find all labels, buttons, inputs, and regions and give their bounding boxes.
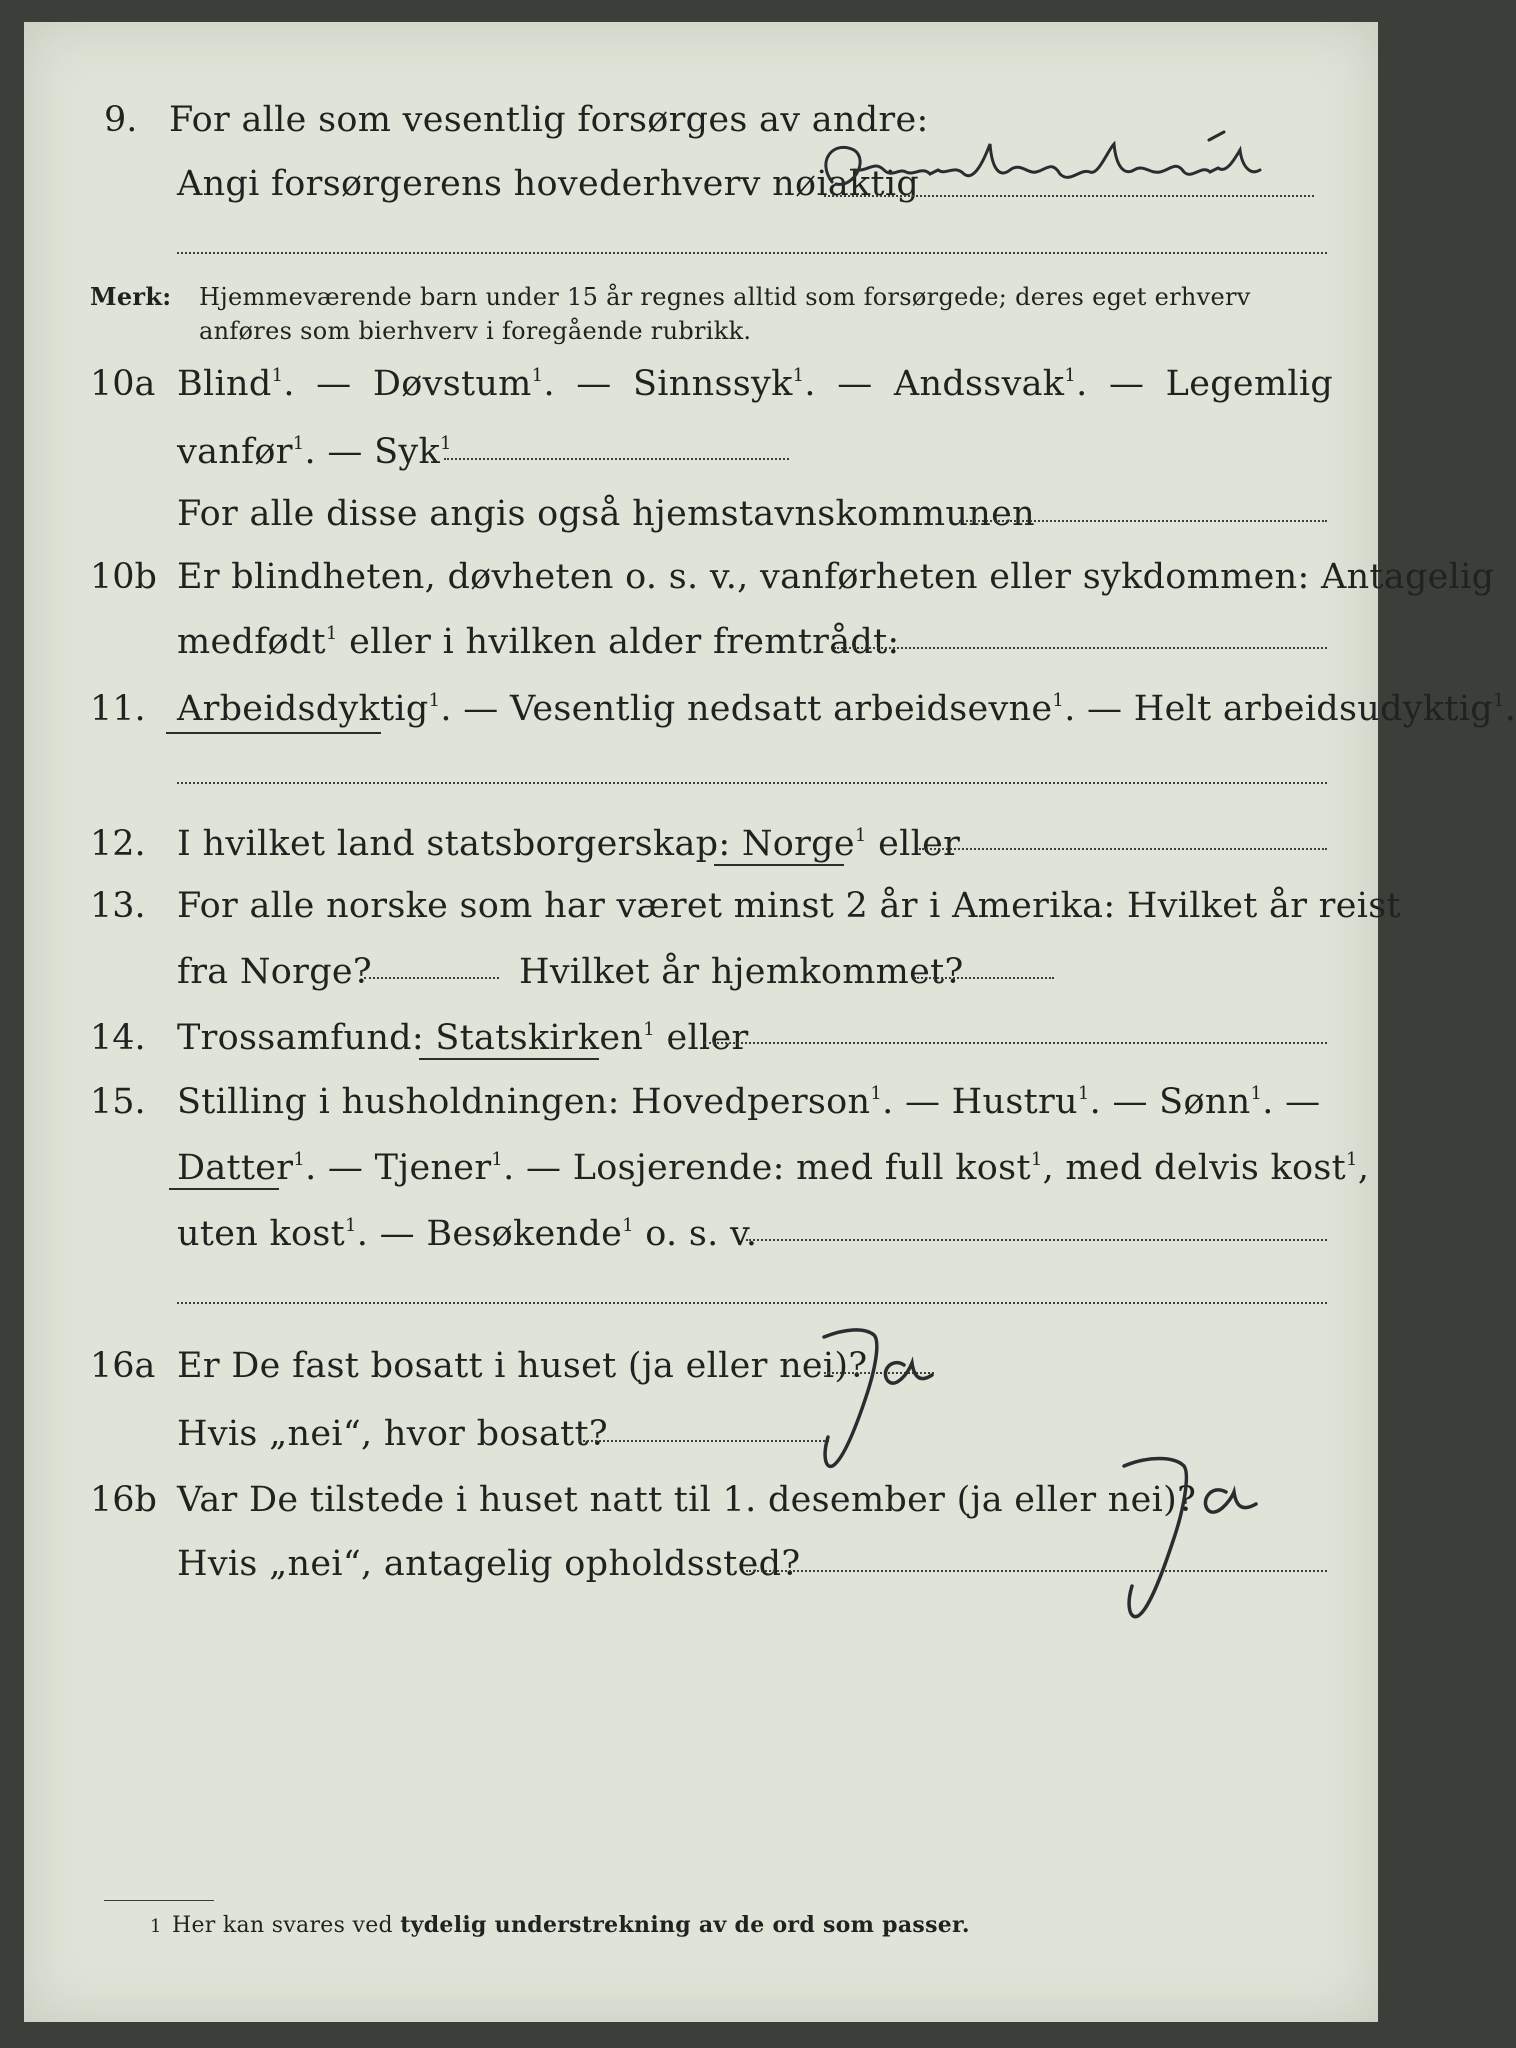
q10b-line2: medfødt$^1$ eller i hvilken alder fremtrådt: [177, 622, 900, 662]
q10b-answer-line [834, 647, 1327, 649]
q10b-line1: Er blindheten, døvheten o. s. v., vanførheten eller sykdommen: Antagelig [177, 557, 1495, 597]
q15-extra-line [177, 1302, 1327, 1304]
q9-line2: Angi forsørgerens hovederhverv nøiaktig [177, 164, 920, 204]
q16a-handwritten-ja [784, 1307, 964, 1477]
q15-line3: uten kost$^1$. — Besøkende$^1$ o. s. v. [177, 1214, 758, 1254]
q10b-number: 10b [90, 557, 157, 597]
q16a-answer-text: Ja [934, 1377, 935, 1378]
merk-line1: Hjemmeværende barn under 15 år regnes alltid som forsørgede; deres eget erhverv [199, 283, 1251, 311]
q12-line: I hvilket land statsborgerskap: Norge$^1$ eller [177, 824, 961, 864]
q10a-kommune-line [959, 520, 1327, 522]
census-form-page [24, 22, 1516, 2022]
q10a-line3: For alle disse angis også hjemstavnskommunen [177, 494, 1035, 534]
q9-extra-line [177, 252, 1327, 254]
q16b-line2: Hvis „nei“, antagelig opholdssted? [177, 1544, 801, 1584]
footnote-mark: 1 [150, 1916, 162, 1937]
q14-line: Trossamfund: Statskirken$^1$ eller [177, 1018, 749, 1058]
footnote-text: Her kan svares ved tydelig understrekning av de ord som passer. [172, 1912, 970, 1938]
q10a-syk-line [444, 458, 789, 460]
q14-number: 14. [90, 1018, 146, 1058]
q11-line: Arbeidsdyktig$^1$. — Vesentlig nedsatt arbeidsevne$^1$. — Helt arbeidsudyktig$^1$. [177, 689, 1516, 729]
q13-hjem-line [914, 977, 1054, 979]
q12-norge: Norge [741, 824, 855, 864]
q13-line2b: Hvilket år hjemkommet? [519, 952, 964, 992]
q16b-handwritten-ja [1084, 1440, 1284, 1630]
q13-line2a: fra Norge? [177, 952, 372, 992]
q10a-number: 10a [90, 364, 156, 404]
merk-label: Merk: [90, 282, 172, 311]
q11-number: 11. [90, 689, 146, 729]
merk-line2: anføres som bierhverv i foregående rubrikk. [199, 317, 752, 345]
q16a-line2: Hvis „nei“, hvor bosatt? [177, 1414, 608, 1454]
footnote-rule [104, 1900, 214, 1901]
q12-number: 12. [90, 824, 146, 864]
q13-number: 13. [90, 886, 146, 926]
q16b-number: 16b [90, 1480, 157, 1520]
q9-line1: For alle som vesentlig forsørges av andre: [169, 100, 929, 140]
q16a-number: 16a [90, 1346, 156, 1386]
q11-extra-line [177, 782, 1327, 784]
q16b-line1: Var De tilstede i huset natt til 1. desember (ja eller nei)? [177, 1480, 1197, 1520]
q9-handwritten-answer [814, 130, 1294, 210]
q15-underline-datter [169, 1188, 279, 1190]
q14-answer-line [704, 1042, 1327, 1044]
q9-number: 9. [104, 100, 138, 140]
q12-answer-line [919, 848, 1327, 850]
q11-underline-arbeidsdyktig [166, 732, 381, 734]
q14-underline-statskirken [419, 1058, 599, 1060]
q15-number: 15. [90, 1082, 146, 1122]
q13-line1: For alle norske som har været minst 2 år i Amerika: Hvilket år reist [177, 886, 1401, 926]
q10a-line1: Blind$^1$. — Døvstum$^1$. — Sinnssyk$^1$. — Andssvak$^1$. — Legemlig [177, 364, 1334, 404]
q13-reist-line [364, 977, 499, 979]
q12-underline-norge [714, 864, 844, 866]
q16a-line1: Er De fast bosatt i huset (ja eller nei)? [177, 1346, 868, 1386]
q10a-line2: vanfør$^1$. — Syk$^1$ [177, 432, 452, 472]
q15-line1: Stilling i husholdningen: Hovedperson$^1$. — Hustru$^1$. — Sønn$^1$. — [177, 1082, 1321, 1122]
q15-line2: Datter$^1$. — Tjener$^1$. — Losjerende: med full kost$^1$, med delvis kost$^1$, [177, 1148, 1370, 1188]
q15-answer-line [746, 1239, 1327, 1241]
